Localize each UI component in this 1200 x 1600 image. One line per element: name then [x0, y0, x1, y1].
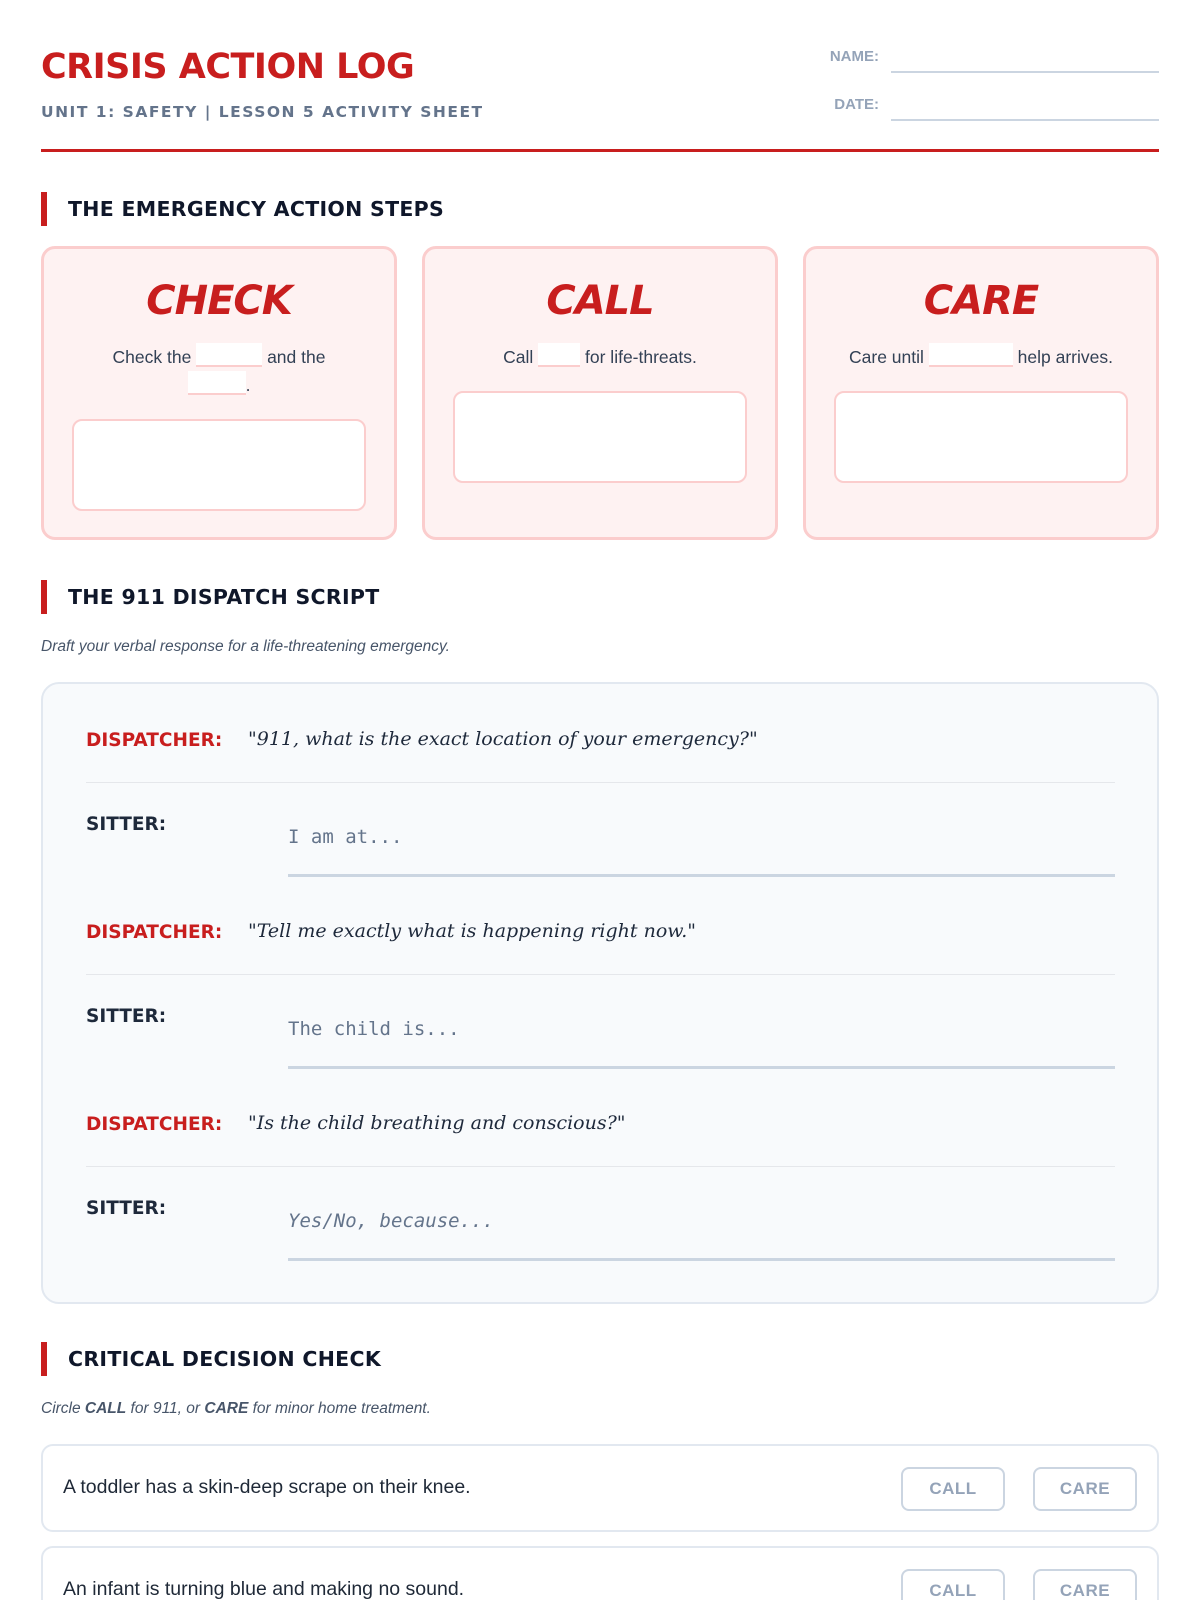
- sitter-answer-1[interactable]: I am at...: [288, 826, 1115, 877]
- decision-desc-mid: for 911, or: [126, 1400, 205, 1417]
- decision-desc-care: CARE: [204, 1400, 249, 1417]
- date-field[interactable]: [891, 119, 1159, 121]
- dispatcher-line-2: [86, 920, 1115, 976]
- section-title-decision: CRITICAL DECISION CHECK: [41, 1342, 381, 1376]
- page-header: [41, 44, 1159, 152]
- decision-row: [41, 1444, 1159, 1532]
- care-text-b: help arrives.: [1017, 347, 1113, 367]
- care-option-button[interactable]: CARE: [1033, 1569, 1137, 1600]
- care-card: [803, 246, 1159, 540]
- decision-desc-pre: Circle: [41, 1400, 85, 1417]
- check-text-a: Check the: [112, 347, 192, 367]
- care-text-a: Care until: [849, 347, 924, 367]
- decision-row: [41, 1546, 1159, 1600]
- section-title-steps: THE EMERGENCY ACTION STEPS: [41, 192, 444, 226]
- care-answer-box[interactable]: [834, 391, 1128, 483]
- page-subtitle: UNIT 1: SAFETY | LESSON 5 ACTIVITY SHEET: [41, 103, 484, 121]
- dispatcher-quote: "911, what is the exact location of your emergency?": [248, 728, 758, 750]
- decision-scenario: A toddler has a skin-deep scrape on their knee.: [63, 1476, 471, 1498]
- sitter-line-1: [86, 814, 1115, 880]
- divider: [86, 782, 1115, 783]
- check-text-b: and the: [267, 347, 326, 367]
- name-row: [799, 44, 1159, 92]
- call-card-title: CALL: [546, 278, 654, 324]
- check-card-text: [62, 343, 376, 399]
- decision-scenario: An infant is turning blue and making no sound.: [63, 1578, 465, 1600]
- sitter-line-3: [86, 1198, 1115, 1264]
- action-steps-cards: [41, 246, 1159, 540]
- name-label: NAME:: [829, 48, 879, 65]
- dispatch-script-panel: [41, 682, 1159, 1304]
- care-blank[interactable]: [929, 343, 1013, 367]
- sitter-line-2: [86, 1006, 1115, 1072]
- call-answer-box[interactable]: [453, 391, 747, 483]
- page-title: CRISIS ACTION LOG: [41, 47, 415, 87]
- call-card: [422, 246, 778, 540]
- check-card-title: CHECK: [146, 278, 292, 324]
- dispatcher-quote: "Tell me exactly what is happening right now.": [248, 920, 697, 942]
- call-card-text: [443, 343, 757, 371]
- call-option-button[interactable]: CALL: [901, 1569, 1005, 1600]
- call-text-b: for life-threats.: [585, 347, 697, 367]
- check-blank-2[interactable]: [188, 371, 246, 395]
- dispatcher-line-3: [86, 1112, 1115, 1168]
- date-label: DATE:: [834, 96, 879, 113]
- divider: [86, 1166, 1115, 1167]
- sitter-answer-2[interactable]: The child is...: [288, 1018, 1115, 1069]
- dispatcher-line-1: [86, 728, 1115, 784]
- dispatcher-label: DISPATCHER:: [86, 922, 223, 943]
- sitter-answer-3[interactable]: Yes/No, because...: [288, 1210, 1115, 1261]
- sitter-label: SITTER:: [86, 814, 167, 835]
- call-blank[interactable]: [538, 343, 580, 367]
- care-card-title: CARE: [923, 278, 1039, 324]
- section-title-script: THE 911 DISPATCH SCRIPT: [41, 580, 380, 614]
- date-row: [799, 92, 1159, 140]
- dispatcher-label: DISPATCHER:: [86, 730, 223, 751]
- dispatcher-label: DISPATCHER:: [86, 1114, 223, 1135]
- care-card-text: [824, 343, 1138, 371]
- script-description: Draft your verbal response for a life-threatening emergency.: [41, 638, 450, 655]
- decision-description: [41, 1400, 431, 1418]
- care-option-button[interactable]: CARE: [1033, 1467, 1137, 1511]
- sitter-label: SITTER:: [86, 1006, 167, 1027]
- check-text-c: .: [245, 375, 251, 395]
- decision-desc-call: CALL: [84, 1400, 127, 1417]
- call-option-button[interactable]: CALL: [901, 1467, 1005, 1511]
- name-date-fields: [799, 44, 1159, 140]
- call-text-a: Call: [503, 347, 534, 367]
- check-card: [41, 246, 397, 540]
- dispatcher-quote: "Is the child breathing and conscious?": [248, 1112, 626, 1134]
- check-answer-box[interactable]: [72, 419, 366, 511]
- decision-desc-post: for minor home treatment.: [248, 1400, 431, 1417]
- divider: [86, 974, 1115, 975]
- name-field[interactable]: [891, 71, 1159, 73]
- sitter-label: SITTER:: [86, 1198, 167, 1219]
- check-blank-1[interactable]: [196, 343, 262, 367]
